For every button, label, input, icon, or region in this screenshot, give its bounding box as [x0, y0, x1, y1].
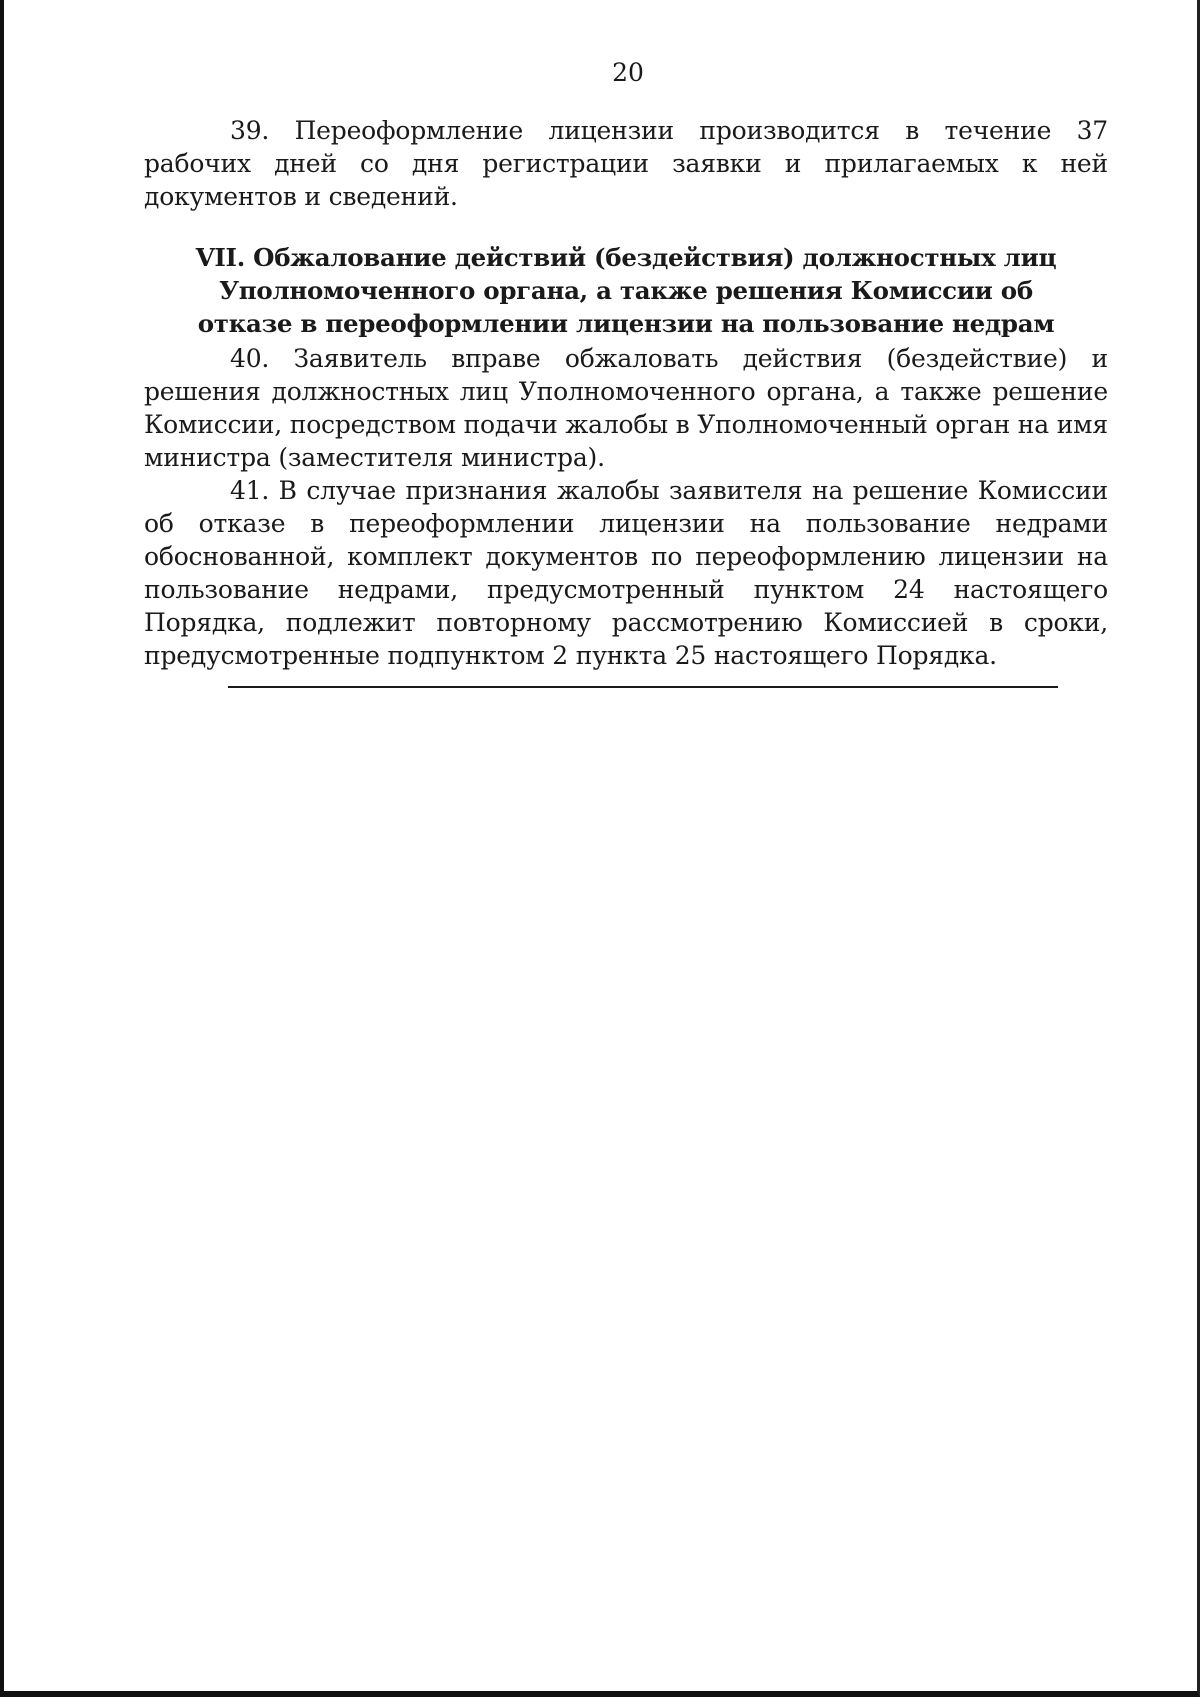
document-body — [144, 114, 1108, 672]
end-of-text-divider — [228, 686, 1058, 688]
section-heading: VII. Обжалование действий (бездействия) должностных лиц Уполномоченного органа, а также решения Комиссии об отказе в переоформлении лицензии на пользование недрам — [195, 243, 1057, 338]
paragraph-39: 39. Переоформление лицензии производится в течение 37 рабочих дней со дня регистрации заявки и прилагаемых к ней документов и сведений. — [144, 116, 1108, 211]
paragraph-40: 40. Заявитель вправе обжаловать действия (бездействие) и решения должностных лиц Уполномоченного органа, а также решение Комиссии, посредством подачи жалобы в Уполномоченный орган на имя министра (заместителя министра). — [144, 344, 1108, 472]
paragraph-41: 41. В случае признания жалобы заявителя на решение Комиссии об отказе в переоформлении лицензии на пользование недрами обоснованной, комплект документов по переоформлению лицензии на пользование недрами, предусмотренный пунктом 24 настоящего Порядка, подлежит повторному рассмотрению Комиссией в сроки, предусмотренные подпунктом 2 пункта 25 настоящего Порядка. — [144, 476, 1108, 670]
page-number: 20 — [612, 58, 644, 87]
